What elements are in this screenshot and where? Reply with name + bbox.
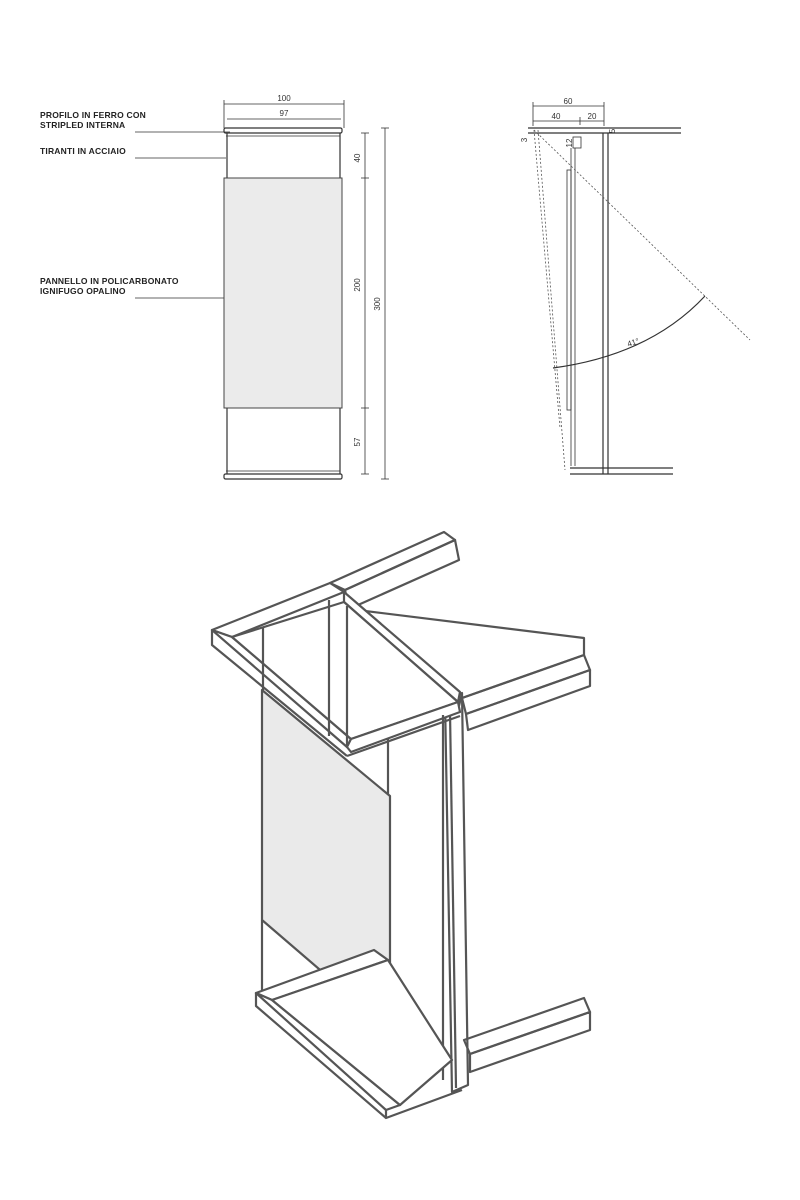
dim-total-height: 300 <box>373 297 382 311</box>
top-profile <box>224 128 342 133</box>
label-panel-line1: PANNELLO IN POLICARBONATO <box>40 276 179 286</box>
floor-beam-right <box>464 998 590 1054</box>
label-profile-line2: STRIPLED INTERNA <box>40 120 126 130</box>
dim-outer-width: 100 <box>277 94 291 103</box>
front-elevation <box>40 94 389 479</box>
dim-depth-b: 20 <box>587 112 597 121</box>
swing-arc <box>553 296 705 368</box>
label-rods: TIRANTI IN ACCIAIO <box>40 146 126 156</box>
dim-panel-height: 200 <box>353 278 362 292</box>
dim-depth-a: 40 <box>551 112 561 121</box>
dim-angle: 41° <box>626 336 641 349</box>
bracket <box>573 137 581 148</box>
label-profile-line1: PROFILO IN FERRO CON <box>40 110 146 120</box>
dim-top-offset: 3 <box>520 137 529 143</box>
polycarbonate-panel <box>224 178 342 408</box>
dim-bracket: 12 <box>565 138 574 148</box>
swing-line-outer <box>534 130 750 340</box>
ceiling-beam-back <box>330 532 455 590</box>
dim-profile: 5 <box>608 128 617 134</box>
swing-line-inner <box>534 130 560 428</box>
dim-inner-width: 97 <box>279 109 289 118</box>
side-panel <box>567 170 571 410</box>
side-section <box>520 97 750 474</box>
dim-total-depth: 60 <box>563 97 573 106</box>
vertical-post <box>445 693 468 1092</box>
dim-bottom-gap: 57 <box>353 437 362 447</box>
dim-top-gap: 40 <box>353 153 362 163</box>
axonometric-view <box>212 532 590 1118</box>
bottom-profile <box>224 474 342 479</box>
label-panel-line2: IGNIFUGO OPALINO <box>40 286 126 296</box>
